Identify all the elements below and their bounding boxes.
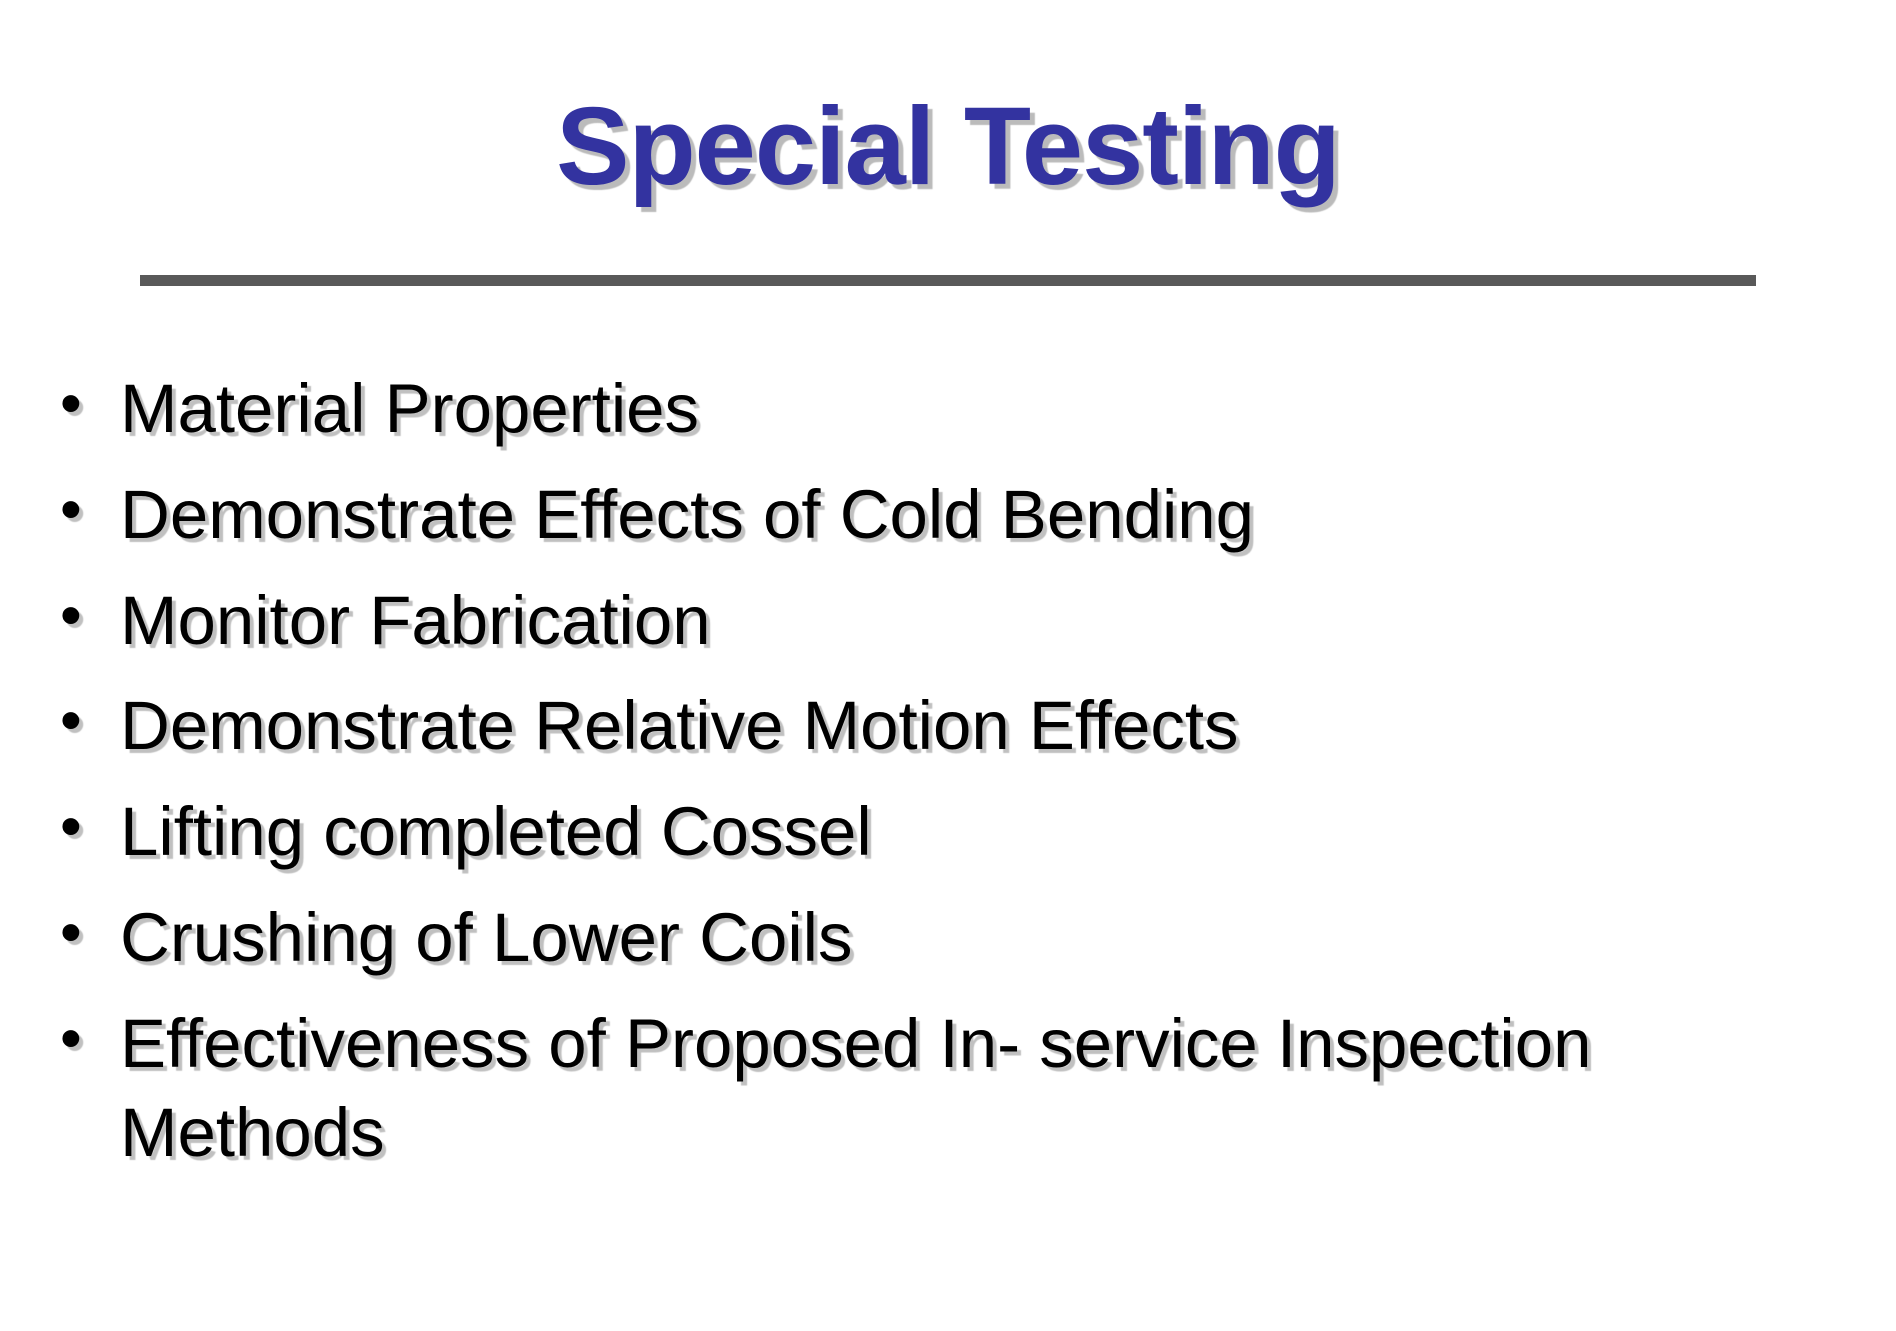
list-item [48, 470, 1836, 560]
list-item-label: Crushing of Lower Coils [120, 898, 853, 976]
list-item-label: Effectiveness of Proposed In- service Inspection Methods [120, 1004, 1592, 1172]
list-item-label: Demonstrate Effects of Cold Bending [120, 476, 1255, 554]
list-item-label: Material Properties [120, 370, 700, 448]
bullet-dot-icon: • [60, 792, 82, 862]
bullet-dot-icon: • [60, 1003, 82, 1073]
list-item [48, 364, 1836, 454]
list-item-label: Monitor Fabrication [120, 581, 711, 659]
list-item [48, 787, 1836, 877]
bullet-dot-icon: • [60, 580, 82, 650]
bullet-dot-icon: • [60, 369, 82, 439]
bullet-dot-icon: • [60, 686, 82, 756]
list-item [48, 681, 1836, 771]
list-item [48, 999, 1836, 1178]
title-divider [140, 275, 1756, 286]
bullet-list [0, 286, 1896, 1178]
bullet-dot-icon: • [60, 475, 82, 545]
page-title: Special Testing [556, 84, 1340, 208]
list-item [48, 576, 1836, 666]
list-item-label: Demonstrate Relative Motion Effects [120, 687, 1239, 765]
bullet-dot-icon: • [60, 897, 82, 967]
list-item-label: Lifting completed Cossel [120, 793, 872, 871]
list-item [48, 893, 1836, 983]
slide [0, 74, 1896, 1331]
